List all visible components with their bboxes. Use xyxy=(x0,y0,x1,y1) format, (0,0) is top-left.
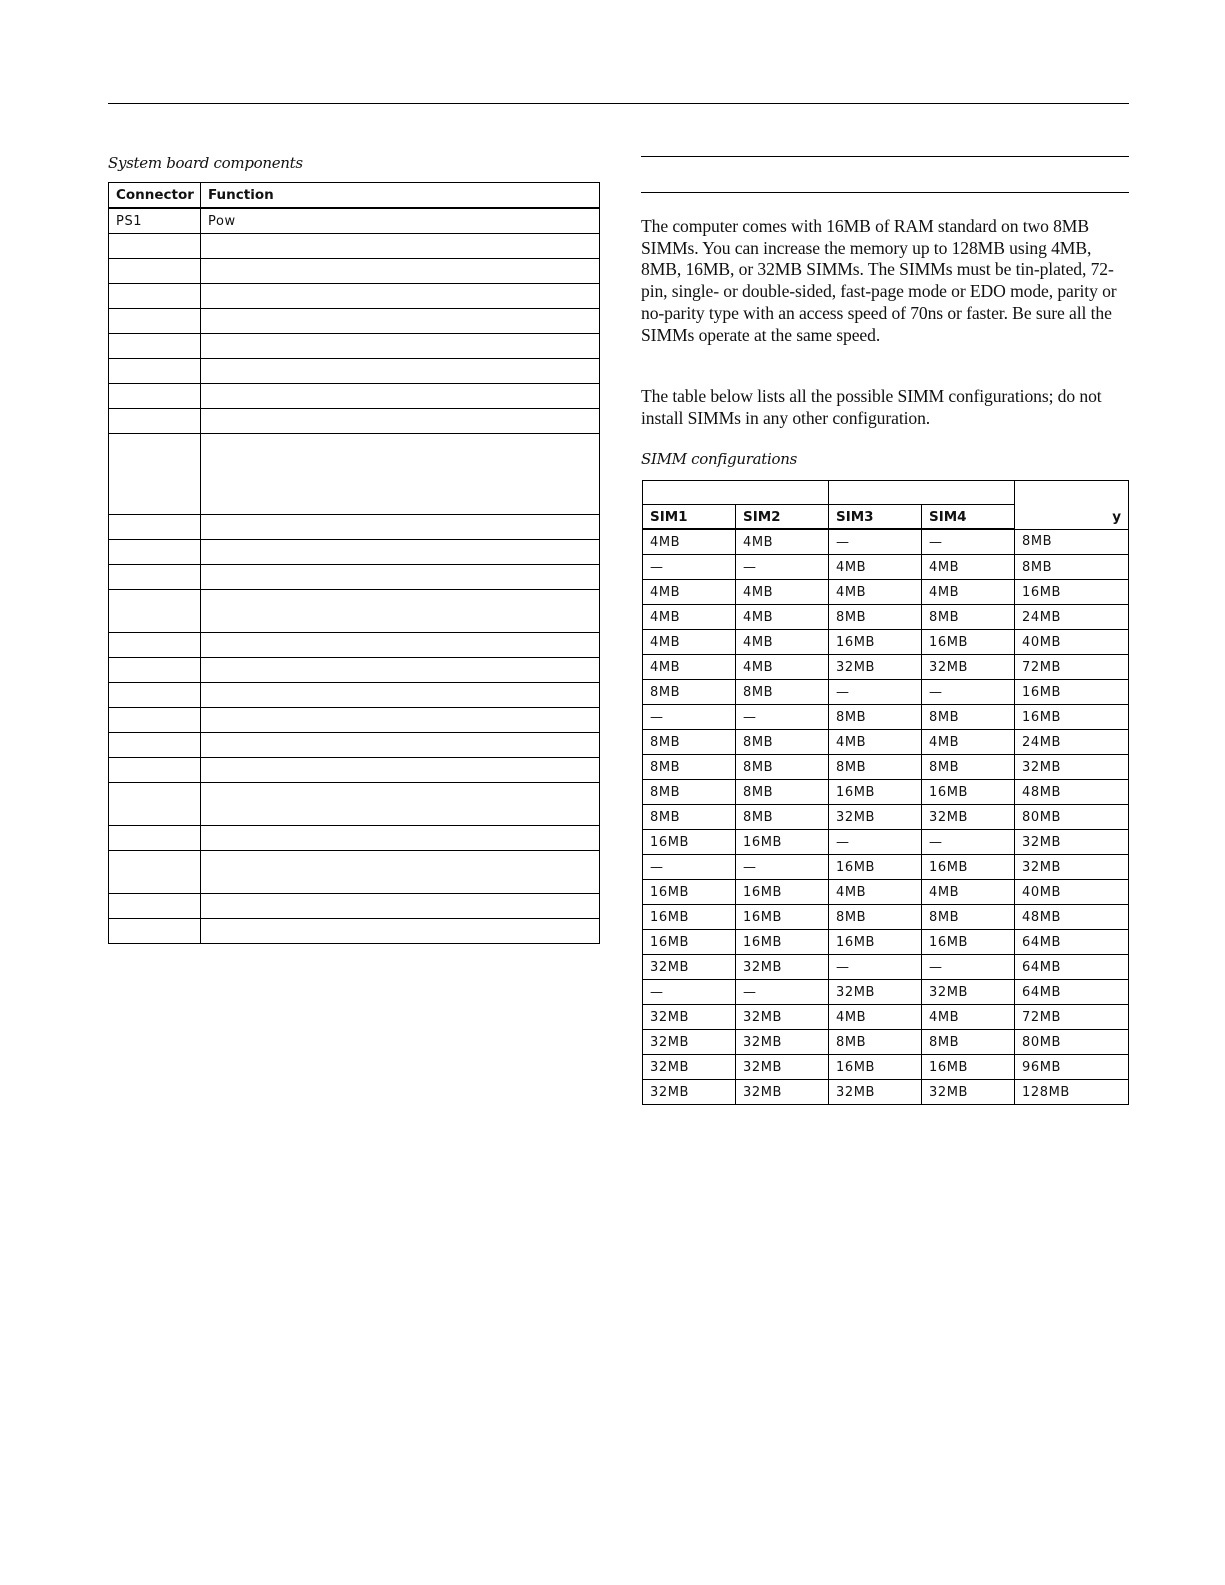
sim1-cell: 32MB xyxy=(643,1030,736,1055)
function-cell xyxy=(201,758,600,783)
total-memory-cell: 16MB xyxy=(1015,680,1129,705)
sim2-cell: 16MB xyxy=(736,880,829,905)
sim4-cell: 32MB xyxy=(922,805,1015,830)
total-memory-cell: 64MB xyxy=(1015,930,1129,955)
system-board-table-caption: System board components xyxy=(108,154,303,172)
total-memory-cell: 16MB xyxy=(1015,580,1129,605)
total-memory-cell: 128MB xyxy=(1015,1080,1129,1105)
sim4-cell: 4MB xyxy=(922,1005,1015,1030)
sim2-cell: — xyxy=(736,705,829,730)
table-row xyxy=(109,708,600,733)
sim1-cell: 32MB xyxy=(643,1055,736,1080)
total-memory-cell: 24MB xyxy=(1015,605,1129,630)
section-title-rule-top xyxy=(641,156,1129,157)
sim4-cell: — xyxy=(922,529,1015,555)
table-row xyxy=(109,284,600,309)
sim3-cell: 4MB xyxy=(829,580,922,605)
sim1-cell: 8MB xyxy=(643,780,736,805)
function-cell xyxy=(201,384,600,409)
connector-cell xyxy=(109,409,201,434)
connector-cell xyxy=(109,758,201,783)
connector-cell xyxy=(109,384,201,409)
total-memory-cell: 72MB xyxy=(1015,655,1129,680)
total-memory-cell: 72MB xyxy=(1015,1005,1129,1030)
table-header-row xyxy=(109,183,600,209)
table-row xyxy=(109,540,600,565)
function-cell xyxy=(201,708,600,733)
sim1-cell: 4MB xyxy=(643,529,736,555)
function-cell xyxy=(201,633,600,658)
sim4-cell: 8MB xyxy=(922,605,1015,630)
table-row xyxy=(643,955,1129,980)
sim2-cell: 32MB xyxy=(736,1005,829,1030)
table-row xyxy=(643,555,1129,580)
sim3-cell: 16MB xyxy=(829,855,922,880)
total-memory-cell: 64MB xyxy=(1015,955,1129,980)
table-row xyxy=(643,630,1129,655)
function-cell xyxy=(201,334,600,359)
connector-cell xyxy=(109,540,201,565)
connector-cell xyxy=(109,234,201,259)
function-cell xyxy=(201,234,600,259)
sim2-cell: 32MB xyxy=(736,1055,829,1080)
sim2-cell: 4MB xyxy=(736,605,829,630)
table-row xyxy=(109,515,600,540)
sim2-cell: 8MB xyxy=(736,755,829,780)
sim1-cell: 8MB xyxy=(643,805,736,830)
sim4-cell: 16MB xyxy=(922,855,1015,880)
sim2-cell: 4MB xyxy=(736,529,829,555)
sim1-cell: 32MB xyxy=(643,1005,736,1030)
sim2-cell: 4MB xyxy=(736,655,829,680)
function-cell xyxy=(201,359,600,384)
function-cell xyxy=(201,309,600,334)
sim3-cell: 8MB xyxy=(829,905,922,930)
table-row xyxy=(643,1055,1129,1080)
sim3-cell: — xyxy=(829,529,922,555)
total-memory-cell: 32MB xyxy=(1015,855,1129,880)
function-cell xyxy=(201,515,600,540)
table-row xyxy=(643,805,1129,830)
header-sim2: SIM2 xyxy=(736,505,829,530)
table-row xyxy=(643,980,1129,1005)
sim1-cell: 16MB xyxy=(643,905,736,930)
connector-cell xyxy=(109,783,201,826)
function-cell: Pow xyxy=(201,208,600,234)
sim3-cell: — xyxy=(829,830,922,855)
sim2-cell: — xyxy=(736,855,829,880)
table-row xyxy=(643,1080,1129,1105)
table-row xyxy=(643,529,1129,555)
function-cell xyxy=(201,540,600,565)
table-row xyxy=(109,919,600,944)
sim4-cell: 16MB xyxy=(922,630,1015,655)
function-cell xyxy=(201,409,600,434)
sim3-cell: 16MB xyxy=(829,780,922,805)
sim4-cell: — xyxy=(922,955,1015,980)
total-memory-cell: 96MB xyxy=(1015,1055,1129,1080)
total-memory-cell: 48MB xyxy=(1015,780,1129,805)
total-memory-cell: 48MB xyxy=(1015,905,1129,930)
total-memory-cell: 16MB xyxy=(1015,705,1129,730)
sim1-cell: 4MB xyxy=(643,605,736,630)
table-row xyxy=(643,580,1129,605)
sim3-cell: 32MB xyxy=(829,805,922,830)
sim3-cell: — xyxy=(829,955,922,980)
table-row xyxy=(643,780,1129,805)
sim1-cell: — xyxy=(643,705,736,730)
memory-intro-paragraph: The computer comes with 16MB of RAM standard on two 8MB SIMMs. You can increase the memory up to 128MB using 4MB, 8MB, 16MB, or 32MB SIMMs. The SIMMs must be tin-plated, 72-pin, single- or double-sided, fast-page mode or EDO mode, parity or no-parity type with an access speed of 70ns or faster. Be sure all the SIMMs operate at the same speed. xyxy=(641,216,1117,345)
sim1-cell: 16MB xyxy=(643,880,736,905)
sim1-cell: 4MB xyxy=(643,580,736,605)
sim2-cell: 32MB xyxy=(736,1080,829,1105)
function-cell xyxy=(201,851,600,894)
header-bank-1 xyxy=(829,481,1015,505)
sim3-cell: 4MB xyxy=(829,555,922,580)
sim4-cell: 8MB xyxy=(922,755,1015,780)
page-header-rule xyxy=(108,103,1129,104)
sim4-cell: 8MB xyxy=(922,1030,1015,1055)
table-row xyxy=(109,334,600,359)
function-cell xyxy=(201,783,600,826)
total-memory-cell: 24MB xyxy=(1015,730,1129,755)
sim3-cell: 16MB xyxy=(829,930,922,955)
function-cell xyxy=(201,590,600,633)
sim4-cell: 4MB xyxy=(922,730,1015,755)
connector-cell xyxy=(109,708,201,733)
sim3-cell: 8MB xyxy=(829,605,922,630)
sim2-cell: 32MB xyxy=(736,1030,829,1055)
table-group-header-row xyxy=(643,481,1129,505)
sim2-cell: 8MB xyxy=(736,780,829,805)
sim4-cell: 16MB xyxy=(922,1055,1015,1080)
table-row xyxy=(109,633,600,658)
connector-cell xyxy=(109,658,201,683)
sim4-cell: 4MB xyxy=(922,580,1015,605)
total-memory-cell: 32MB xyxy=(1015,755,1129,780)
table-row xyxy=(643,1030,1129,1055)
memory-config-note-paragraph: The table below lists all the possible SIMM configurations; do not install SIMMs in any other configuration. xyxy=(641,386,1102,428)
table-row xyxy=(109,359,600,384)
sim1-cell: — xyxy=(643,855,736,880)
function-cell xyxy=(201,284,600,309)
sim1-cell: 4MB xyxy=(643,655,736,680)
table-row xyxy=(643,905,1129,930)
function-cell xyxy=(201,683,600,708)
table-row xyxy=(643,730,1129,755)
sim2-cell: 16MB xyxy=(736,905,829,930)
connector-cell xyxy=(109,309,201,334)
total-memory-cell: 64MB xyxy=(1015,980,1129,1005)
table-row xyxy=(109,409,600,434)
sim3-cell: 32MB xyxy=(829,980,922,1005)
connector-cell xyxy=(109,894,201,919)
total-memory-cell: 8MB xyxy=(1015,529,1129,555)
sim2-cell: — xyxy=(736,555,829,580)
sim1-cell: 32MB xyxy=(643,955,736,980)
table-row xyxy=(109,208,600,234)
table-row xyxy=(109,733,600,758)
connector-cell xyxy=(109,683,201,708)
table-row xyxy=(643,880,1129,905)
connector-cell xyxy=(109,515,201,540)
sim3-cell: — xyxy=(829,680,922,705)
connector-cell xyxy=(109,334,201,359)
table-row xyxy=(643,655,1129,680)
connector-cell xyxy=(109,590,201,633)
simm-configurations-table xyxy=(642,480,1129,1105)
connector-cell xyxy=(109,434,201,515)
connector-cell xyxy=(109,733,201,758)
sim2-cell: 16MB xyxy=(736,830,829,855)
sim4-cell: 32MB xyxy=(922,980,1015,1005)
sim4-cell: 8MB xyxy=(922,905,1015,930)
sim4-cell: 4MB xyxy=(922,880,1015,905)
sim2-cell: 4MB xyxy=(736,630,829,655)
header-sim1: SIM1 xyxy=(643,505,736,530)
connector-cell xyxy=(109,851,201,894)
sim3-cell: 8MB xyxy=(829,755,922,780)
table-row xyxy=(643,1005,1129,1030)
table-row xyxy=(109,851,600,894)
table-row xyxy=(109,783,600,826)
sim2-cell: 8MB xyxy=(736,680,829,705)
sim1-cell: 8MB xyxy=(643,680,736,705)
sim4-cell: — xyxy=(922,680,1015,705)
table-row xyxy=(643,930,1129,955)
total-memory-cell: 40MB xyxy=(1015,630,1129,655)
function-cell xyxy=(201,894,600,919)
table-row xyxy=(109,309,600,334)
function-cell xyxy=(201,259,600,284)
sim4-cell: 16MB xyxy=(922,930,1015,955)
table-row xyxy=(643,855,1129,880)
sim1-cell: 8MB xyxy=(643,730,736,755)
function-cell xyxy=(201,826,600,851)
sim3-cell: 8MB xyxy=(829,705,922,730)
sim3-cell: 32MB xyxy=(829,1080,922,1105)
total-memory-cell: 80MB xyxy=(1015,805,1129,830)
sim4-cell: — xyxy=(922,830,1015,855)
table-row xyxy=(109,826,600,851)
sim4-cell: 4MB xyxy=(922,555,1015,580)
sim3-cell: 4MB xyxy=(829,1005,922,1030)
header-connector: Connector xyxy=(109,183,201,209)
connector-cell xyxy=(109,826,201,851)
table-row xyxy=(109,758,600,783)
table-row xyxy=(109,259,600,284)
table-row xyxy=(643,755,1129,780)
sim1-cell: 32MB xyxy=(643,1080,736,1105)
sim4-cell: 8MB xyxy=(922,705,1015,730)
sim3-cell: 32MB xyxy=(829,655,922,680)
function-cell xyxy=(201,565,600,590)
sim1-cell: — xyxy=(643,980,736,1005)
connector-cell xyxy=(109,565,201,590)
function-cell xyxy=(201,919,600,944)
section-title-rule-bottom xyxy=(641,192,1129,193)
sim3-cell: 8MB xyxy=(829,1030,922,1055)
system-board-components-table xyxy=(108,182,600,944)
table-row xyxy=(109,565,600,590)
sim1-cell: 4MB xyxy=(643,630,736,655)
sim2-cell: 4MB xyxy=(736,580,829,605)
sim1-cell: 8MB xyxy=(643,755,736,780)
table-row xyxy=(109,384,600,409)
sim2-cell: 32MB xyxy=(736,955,829,980)
table-row xyxy=(109,658,600,683)
sim3-cell: 4MB xyxy=(829,730,922,755)
sim1-cell: 16MB xyxy=(643,830,736,855)
simm-configurations-caption: SIMM configurations xyxy=(641,450,798,468)
sim3-cell: 4MB xyxy=(829,880,922,905)
sim2-cell: 8MB xyxy=(736,805,829,830)
function-cell xyxy=(201,658,600,683)
total-memory-cell: 32MB xyxy=(1015,830,1129,855)
total-memory-cell: 8MB xyxy=(1015,555,1129,580)
table-row xyxy=(109,590,600,633)
table-row xyxy=(109,683,600,708)
sim2-cell: — xyxy=(736,980,829,1005)
table-row xyxy=(109,434,600,515)
connector-cell xyxy=(109,919,201,944)
table-row xyxy=(109,894,600,919)
header-sim3: SIM3 xyxy=(829,505,922,530)
table-row xyxy=(109,234,600,259)
sim3-cell: 16MB xyxy=(829,1055,922,1080)
table-row xyxy=(643,705,1129,730)
sim1-cell: 16MB xyxy=(643,930,736,955)
function-cell xyxy=(201,733,600,758)
sim1-cell: — xyxy=(643,555,736,580)
sim2-cell: 8MB xyxy=(736,730,829,755)
table-row xyxy=(643,830,1129,855)
connector-cell xyxy=(109,633,201,658)
connector-cell xyxy=(109,359,201,384)
sim3-cell: 16MB xyxy=(829,630,922,655)
sim4-cell: 16MB xyxy=(922,780,1015,805)
sim4-cell: 32MB xyxy=(922,655,1015,680)
header-sim4: SIM4 xyxy=(922,505,1015,530)
total-memory-cell: 40MB xyxy=(1015,880,1129,905)
header-total-memory: y xyxy=(1015,481,1129,530)
connector-cell: PS1 xyxy=(109,208,201,234)
sim2-cell: 16MB xyxy=(736,930,829,955)
total-memory-cell: 80MB xyxy=(1015,1030,1129,1055)
connector-cell xyxy=(109,284,201,309)
header-function: Function xyxy=(201,183,600,209)
table-row xyxy=(643,680,1129,705)
header-bank-0 xyxy=(643,481,829,505)
connector-cell xyxy=(109,259,201,284)
table-row xyxy=(643,605,1129,630)
sim4-cell: 32MB xyxy=(922,1080,1015,1105)
function-cell xyxy=(201,434,600,515)
